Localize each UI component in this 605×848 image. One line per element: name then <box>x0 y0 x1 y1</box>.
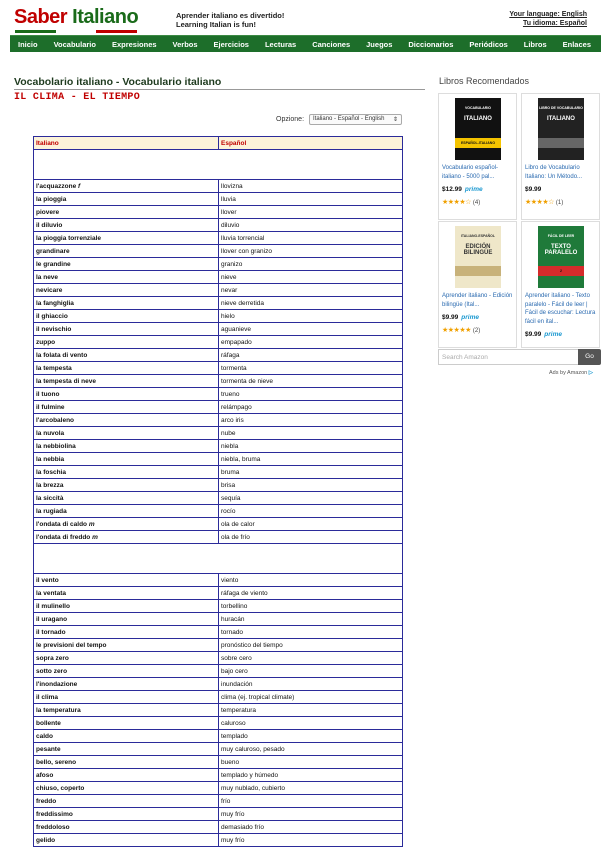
gender-marker: f <box>78 182 81 190</box>
table-row <box>34 219 403 232</box>
spanish-term: nieve <box>219 271 403 284</box>
table-row <box>34 769 403 782</box>
book-cover[interactable] <box>455 98 501 160</box>
italian-word: la nuvola <box>36 429 65 437</box>
language-options-select[interactable] <box>309 114 402 125</box>
nav-item-lecturas[interactable]: Lecturas <box>264 39 297 49</box>
spanish-term: bruma <box>219 466 403 479</box>
spanish-term: pronóstico del tiempo <box>219 639 403 652</box>
spanish-term: arco iris <box>219 414 403 427</box>
cover-subtitle: LIBRO DE VOCABULARIO <box>539 106 583 110</box>
italian-term <box>34 587 219 600</box>
gender-marker: m <box>92 533 98 541</box>
options-label: Opzione: <box>276 116 305 123</box>
tagline-en: Learning Italian is fun! <box>176 20 257 29</box>
italian-term <box>34 336 219 349</box>
spanish-term: muy frío <box>219 808 403 821</box>
italian-term <box>34 284 219 297</box>
table-row <box>34 349 403 362</box>
table-row <box>34 362 403 375</box>
italian-term <box>34 717 219 730</box>
title-divider <box>14 89 425 90</box>
spanish-term: viento <box>219 574 403 587</box>
italian-term <box>34 678 219 691</box>
table-row <box>34 518 403 531</box>
italian-word: la neve <box>36 273 59 281</box>
spanish-term: sequía <box>219 492 403 505</box>
italian-word: il diluvio <box>36 221 63 229</box>
book-price: $9.99 <box>525 186 542 193</box>
italian-word: grandinare <box>36 247 70 255</box>
nav-item-canciones[interactable]: Canciones <box>312 39 351 49</box>
italian-word: la rugiada <box>36 507 67 515</box>
italian-term <box>34 691 219 704</box>
spanish-term: ola de frío <box>219 531 403 544</box>
amazon-search <box>438 349 601 365</box>
table-row <box>34 271 403 284</box>
book-price: $9.99 <box>442 314 459 321</box>
book-card[interactable] <box>438 93 517 220</box>
language-link-es[interactable]: Tu idioma: Español <box>522 20 587 27</box>
table-row <box>34 245 403 258</box>
amazon-search-input[interactable]: Search Amazon <box>438 349 578 365</box>
table-row <box>34 414 403 427</box>
italian-word: il fulmine <box>36 403 65 411</box>
italian-term <box>34 375 219 388</box>
table-row <box>34 375 403 388</box>
spanish-term: ráfaga de viento <box>219 587 403 600</box>
prime-badge-icon: prime <box>464 186 483 193</box>
stars-icon: ★★★★☆ <box>442 199 471 206</box>
spanish-term: trueno <box>219 388 403 401</box>
table-row <box>34 284 403 297</box>
rating-stars[interactable] <box>442 198 480 206</box>
logo-part2: Italiano <box>72 6 139 28</box>
italian-term <box>34 505 219 518</box>
spacer-cell <box>34 150 403 180</box>
cover-title: ITALIANO <box>464 116 492 122</box>
review-count: (4) <box>472 200 481 206</box>
spanish-term: huracán <box>219 613 403 626</box>
table-row <box>34 613 403 626</box>
italian-word: la nebbia <box>36 455 65 463</box>
italian-word: pesante <box>36 745 61 753</box>
spanish-term: relámpago <box>219 401 403 414</box>
italian-word: sopra zero <box>36 654 69 662</box>
italian-word: il vento <box>36 576 59 584</box>
table-header-row <box>34 137 403 150</box>
italian-word: freddoloso <box>36 823 70 831</box>
table-row <box>34 336 403 349</box>
spanish-term: granizo <box>219 258 403 271</box>
sidebar-title: Libros Recomendados <box>439 76 530 86</box>
stars-icon: ★★★★☆ <box>525 199 554 206</box>
spanish-term: llovizna <box>219 180 403 193</box>
prime-badge-icon: prime <box>461 314 479 321</box>
italian-word: l'ondata di caldo <box>36 520 88 528</box>
italian-word: bello, sereno <box>36 758 77 766</box>
cover-subtitle: ITALIANO-ESPAÑOL <box>460 234 496 238</box>
book-cover[interactable] <box>455 226 501 288</box>
italian-term <box>34 492 219 505</box>
table-row <box>34 193 403 206</box>
review-count: (1) <box>555 200 564 206</box>
gender-marker: m <box>88 520 95 528</box>
spanish-term: lluvia torrencial <box>219 232 403 245</box>
italian-word: la tempesta di neve <box>36 377 96 385</box>
italian-word: la fanghiglia <box>36 299 74 307</box>
italian-term <box>34 232 219 245</box>
table-row <box>34 427 403 440</box>
table-row <box>34 600 403 613</box>
table-row <box>34 323 403 336</box>
spanish-term: caluroso <box>219 717 403 730</box>
italian-word: le previsioni del tempo <box>36 641 107 649</box>
book-card[interactable] <box>438 221 517 348</box>
italian-term <box>34 639 219 652</box>
italian-word: la tempesta <box>36 364 72 372</box>
table-row <box>34 743 403 756</box>
italian-term <box>34 466 219 479</box>
amazon-search-button[interactable]: Go <box>578 349 601 365</box>
spanish-term: bueno <box>219 756 403 769</box>
table-row <box>34 756 403 769</box>
nav-item-enlaces[interactable]: Enlaces <box>562 39 591 49</box>
spanish-term: nieve derretida <box>219 297 403 310</box>
italian-term <box>34 531 219 544</box>
italian-word: l'inondazione <box>36 680 78 688</box>
rating-stars[interactable] <box>525 198 563 206</box>
italian-term <box>34 180 219 193</box>
italian-word: freddissimo <box>36 810 73 818</box>
italian-term <box>34 574 219 587</box>
italian-word: la brezza <box>36 481 64 489</box>
nav-item-verbos[interactable]: Verbos <box>172 39 198 49</box>
book-price: $12.99 <box>442 186 462 193</box>
italian-term <box>34 349 219 362</box>
italian-term <box>34 245 219 258</box>
table-row <box>34 492 403 505</box>
spanish-term: hielo <box>219 310 403 323</box>
spanish-term: brisa <box>219 479 403 492</box>
cover-band: 2 <box>538 266 584 276</box>
cover-subtitle: FÁCIL DE LEER <box>547 234 575 238</box>
italian-word: afoso <box>36 771 54 779</box>
options-row <box>276 114 402 125</box>
spanish-term: demasiado frío <box>219 821 403 834</box>
book-title-link[interactable]: Vocabulario español-italiano - 5000 pal... <box>442 165 499 180</box>
italian-term <box>34 427 219 440</box>
spanish-term: tormenta de nieve <box>219 375 403 388</box>
spanish-term: nube <box>219 427 403 440</box>
nav-item-juegos[interactable]: Juegos <box>366 39 393 49</box>
spanish-term: frío <box>219 795 403 808</box>
nav-item-ejercicios[interactable]: Ejercicios <box>213 39 249 49</box>
italian-term <box>34 795 219 808</box>
italian-term <box>34 613 219 626</box>
table-row <box>34 466 403 479</box>
italian-word: la temperatura <box>36 706 81 714</box>
italian-word: la foschia <box>36 468 66 476</box>
italian-term <box>34 730 219 743</box>
spanish-term: sobre cero <box>219 652 403 665</box>
spanish-term: templado y húmedo <box>219 769 403 782</box>
tagline-es: Aprender italiano es divertido! <box>176 11 285 20</box>
table-row <box>34 821 403 834</box>
italian-term <box>34 414 219 427</box>
prime-badge-icon: prime <box>544 331 562 338</box>
italian-term <box>34 743 219 756</box>
nav-item-inicio[interactable]: Inicio <box>18 39 38 49</box>
cover-title: ITALIANO <box>547 116 575 122</box>
italian-word: la pioggia <box>36 195 67 203</box>
language-switcher <box>509 10 587 28</box>
header-espanol: Español <box>219 137 403 150</box>
italian-term <box>34 479 219 492</box>
italian-word: bollente <box>36 719 61 727</box>
italian-term <box>34 704 219 717</box>
italian-term <box>34 271 219 284</box>
spacer-cell <box>34 544 403 574</box>
italian-term <box>34 323 219 336</box>
section-spacer-row <box>34 544 403 574</box>
spanish-term: niebla <box>219 440 403 453</box>
italian-term <box>34 362 219 375</box>
italian-word: la siccità <box>36 494 64 502</box>
italian-term <box>34 219 219 232</box>
site-logo[interactable] <box>14 6 138 29</box>
table-row <box>34 310 403 323</box>
table-row <box>34 232 403 245</box>
italian-word: il clima <box>36 693 59 701</box>
book-cover[interactable] <box>538 226 584 288</box>
spanish-term: templado <box>219 730 403 743</box>
spanish-term: empapado <box>219 336 403 349</box>
italian-word: il uragano <box>36 615 68 623</box>
italian-word: il mulinello <box>36 602 70 610</box>
italian-term <box>34 652 219 665</box>
table-row <box>34 297 403 310</box>
rating-stars[interactable] <box>442 326 480 334</box>
cover-title: TEXTO PARALELO <box>544 244 578 256</box>
table-row <box>34 717 403 730</box>
spanish-term: muy frío <box>219 834 403 847</box>
vocab-table <box>33 136 403 847</box>
table-row <box>34 206 403 219</box>
logo-flag-stripe <box>15 30 137 33</box>
italian-word: caldo <box>36 732 53 740</box>
spanish-term: tornado <box>219 626 403 639</box>
table-row <box>34 730 403 743</box>
italian-term <box>34 518 219 531</box>
italian-term <box>34 401 219 414</box>
nav-item-peridicos[interactable]: Periódicos <box>469 39 508 49</box>
italian-word: l'arcobaleno <box>36 416 75 424</box>
book-cover[interactable] <box>538 98 584 160</box>
book-price: $9.99 <box>525 331 542 338</box>
table-row <box>34 834 403 847</box>
spanish-term: aguanieve <box>219 323 403 336</box>
table-row <box>34 453 403 466</box>
italian-word: le grandine <box>36 260 71 268</box>
ads-by-amazon[interactable] <box>549 370 593 376</box>
spanish-term: muy nublado, cubierto <box>219 782 403 795</box>
table-row <box>34 626 403 639</box>
spanish-term: llover <box>219 206 403 219</box>
italian-term <box>34 297 219 310</box>
spanish-term: lluvia <box>219 193 403 206</box>
italian-word: freddo <box>36 797 57 805</box>
table-row <box>34 479 403 492</box>
spanish-term: tormenta <box>219 362 403 375</box>
table-row <box>34 704 403 717</box>
spanish-term: muy caluroso, pesado <box>219 743 403 756</box>
italian-word: il tuono <box>36 390 60 398</box>
select-arrows-icon: ⇕ <box>393 117 399 123</box>
italian-term <box>34 310 219 323</box>
spanish-term: temperatura <box>219 704 403 717</box>
italian-word: il tornado <box>36 628 66 636</box>
spanish-term: niebla, bruma <box>219 453 403 466</box>
cover-subtitle: VOCABULARIO <box>464 106 492 110</box>
italian-term <box>34 600 219 613</box>
book-card[interactable] <box>521 93 600 220</box>
italian-term <box>34 258 219 271</box>
table-row <box>34 505 403 518</box>
table-row <box>34 782 403 795</box>
book-price-row <box>442 314 479 321</box>
italian-word: chiuso, coperto <box>36 784 85 792</box>
language-link-en[interactable]: Your language: English <box>509 11 587 18</box>
italian-term <box>34 206 219 219</box>
nav-item-libros[interactable]: Libros <box>523 39 547 49</box>
tagline <box>176 11 284 29</box>
table-row <box>34 665 403 678</box>
logo-part1: Saber <box>14 6 68 28</box>
table-row <box>34 531 403 544</box>
stars-icon: ★★★★★ <box>442 327 471 334</box>
italian-term <box>34 808 219 821</box>
italian-term <box>34 440 219 453</box>
ads-label: Ads by Amazon <box>549 370 588 376</box>
cover-band <box>455 266 501 276</box>
italian-term <box>34 756 219 769</box>
review-count: (2) <box>472 328 481 334</box>
spanish-term: inundación <box>219 678 403 691</box>
adchoices-icon: ▷ <box>588 370 593 376</box>
nav-item-vocabulario[interactable]: Vocabulario <box>53 39 96 49</box>
book-title-link[interactable]: Aprender italiano - Texto paralelo - Fácil de leer | Fácil de escuchar: Lectura fácil en ital... <box>525 293 596 325</box>
italian-word: nevicare <box>36 286 63 294</box>
table-row <box>34 639 403 652</box>
cover-band <box>538 138 584 148</box>
spanish-term: bajo cero <box>219 665 403 678</box>
spanish-term: llover con granizo <box>219 245 403 258</box>
main-nav <box>10 35 601 52</box>
table-row <box>34 652 403 665</box>
table-row <box>34 678 403 691</box>
book-price-row <box>442 186 483 193</box>
italian-term <box>34 821 219 834</box>
table-row <box>34 691 403 704</box>
italian-term <box>34 782 219 795</box>
nav-item-diccionarios[interactable]: Diccionarios <box>408 39 454 49</box>
spanish-term: ráfaga <box>219 349 403 362</box>
cover-title: EDICIÓN BILINGÜE <box>463 244 493 256</box>
book-title-link[interactable]: Aprender italiano - Edición bilingüe (Ital... <box>442 293 513 308</box>
italian-word: la folata di vento <box>36 351 88 359</box>
page-title: Vocabolario italiano - Vocabulario italiano <box>14 76 222 88</box>
italian-word: l'acquazzone <box>36 182 77 190</box>
table-row <box>34 574 403 587</box>
book-card[interactable] <box>521 221 600 348</box>
italian-word: piovere <box>36 208 60 216</box>
options-selected: Italiano - Español - English <box>313 116 385 122</box>
spanish-term: torbellino <box>219 600 403 613</box>
italian-word: la nebbiolina <box>36 442 76 450</box>
table-row <box>34 180 403 193</box>
table-row <box>34 258 403 271</box>
table-row <box>34 808 403 821</box>
spanish-term: diluvio <box>219 219 403 232</box>
italian-word: il ghiaccio <box>36 312 68 320</box>
spanish-term: clima (ej. tropical climate) <box>219 691 403 704</box>
table-row <box>34 388 403 401</box>
nav-item-expresiones[interactable]: Expresiones <box>111 39 157 49</box>
italian-term <box>34 453 219 466</box>
spanish-term: ola de calor <box>219 518 403 531</box>
italian-word: la pioggia torrenziale <box>36 234 102 242</box>
italian-term <box>34 834 219 847</box>
italian-term <box>34 193 219 206</box>
italian-word: il nevischio <box>36 325 72 333</box>
italian-term <box>34 665 219 678</box>
italian-word: l'ondata di freddo <box>36 533 91 541</box>
italian-term <box>34 769 219 782</box>
book-price-row <box>525 331 562 338</box>
italian-term <box>34 626 219 639</box>
italian-word: la ventata <box>36 589 66 597</box>
book-title-link[interactable]: Libro de Vocabulario Italiano: Un Método... <box>525 165 583 180</box>
table-row <box>34 440 403 453</box>
italian-term <box>34 388 219 401</box>
page-subtitle: IL CLIMA - EL TIEMPO <box>14 92 141 103</box>
italian-word: zuppo <box>36 338 56 346</box>
section-spacer-row <box>34 150 403 180</box>
cover-band: ESPAÑOL-ITALIANO <box>455 138 501 148</box>
table-row <box>34 587 403 600</box>
spanish-term: nevar <box>219 284 403 297</box>
header-italiano: Italiano <box>34 137 219 150</box>
site-header <box>4 4 601 32</box>
italian-word: sotto zero <box>36 667 68 675</box>
table-row <box>34 401 403 414</box>
table-row <box>34 795 403 808</box>
italian-word: gelido <box>36 836 56 844</box>
book-price-row <box>525 186 541 193</box>
spanish-term: rocío <box>219 505 403 518</box>
